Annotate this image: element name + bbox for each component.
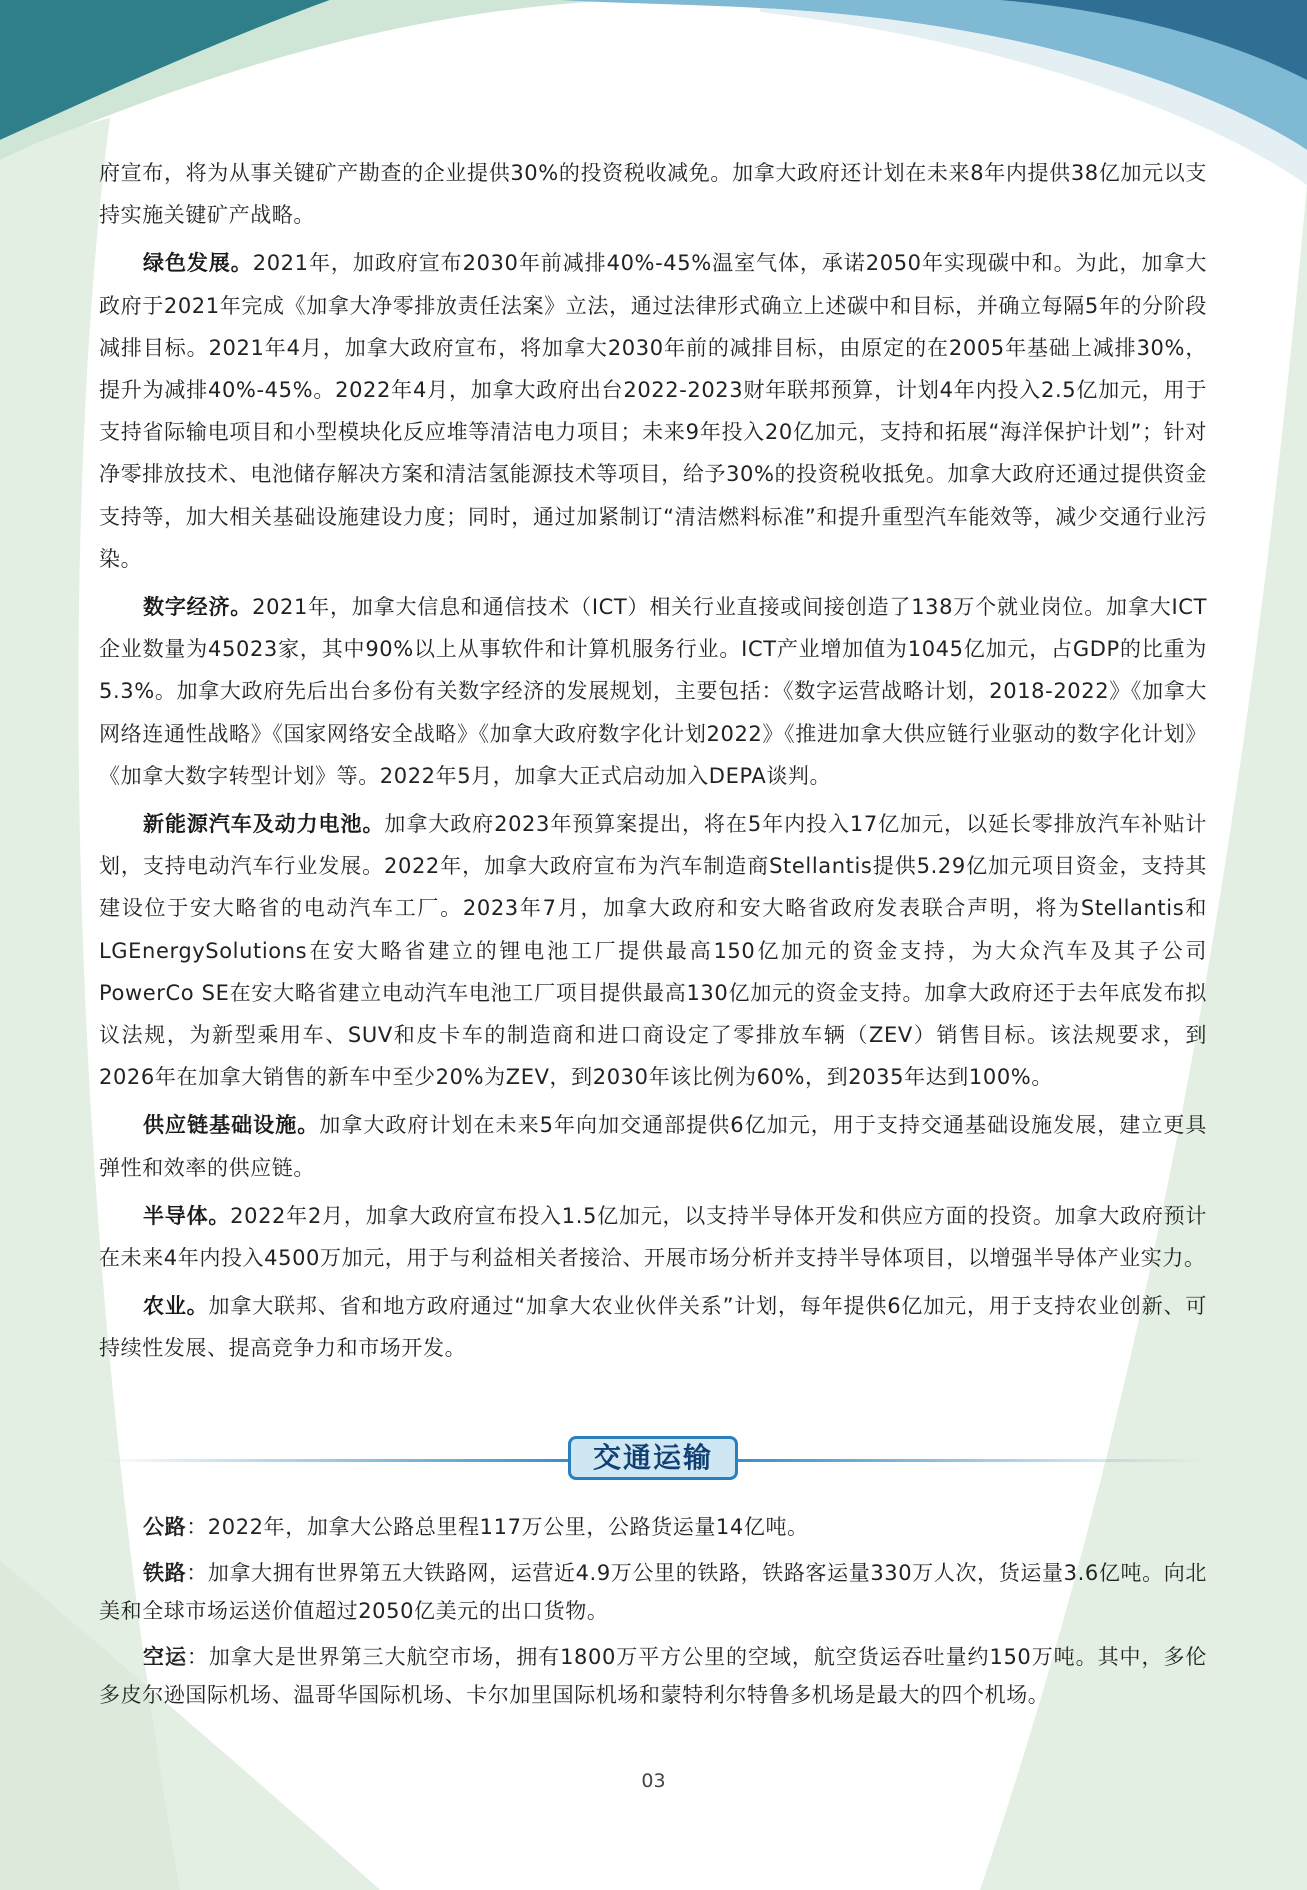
section-heading: 农业。 — [143, 1294, 209, 1319]
transport-item-heading: 铁路 — [143, 1561, 187, 1585]
section-agriculture — [99, 1285, 1207, 1369]
section-text: 2021年，加拿大信息和通信技术（ICT）相关行业直接或间接创造了138万个就业岗位。加拿大ICT企业数量为45023家，其中90%以上从事软件和计算机服务行业。ICT产业增加值为1045亿加元，占GDP的比重为5.3%。加拿大政府先后出台多份有关数字经济的发展规划，主要包括：《数字运营战略计划，2018-2022》《加拿大网络连通性战略》《国家网络安全战略》《加拿大政府数字化计划2022》《推进加拿大供应链行业驱动的数字化计划》《加拿大数字转型计划》等。2022年5月，加拿大正式启动加入DEPA谈判。 — [99, 595, 1208, 788]
transport-section-header — [99, 1436, 1207, 1484]
header-divider-left — [99, 1459, 569, 1462]
transport-item-air — [99, 1638, 1207, 1714]
transport-item-road — [99, 1508, 1207, 1546]
section-heading: 半导体。 — [143, 1203, 231, 1228]
section-new-energy-vehicles — [99, 803, 1207, 1098]
page-number: 03 — [641, 1770, 666, 1792]
section-green-development — [99, 242, 1207, 580]
section-text: 2021年，加政府宣布2030年前减排40%-45%温室气体，承诺2050年实现碳中和。为此，加拿大政府于2021年完成《加拿大净零排放责任法案》立法，通过法律形式确立上述碳中和目标，并确立每隔5年的分阶段减排目标。2021年4月，加拿大政府宣布，将加拿大2030年前的减排目标，由原定的在2005年基础上减排30%，提升为减排40%-45%。2022年4月，加拿大政府出台2022-2023财年联邦预算，计划4年内投入2.5亿加元，用于支持省际输电项目和小型模块化反应堆等清洁电力项目；未来9年投入20亿加元，支持和拓展“海洋保护计划”；针对净零排放技术、电池储存解决方案和清洁氢能源技术等项目，给予30%的投资税收抵免。加拿大政府还通过提供资金支持等，加大相关基础设施建设力度；同时，通过加紧制订“清洁燃料标准”和提升重型汽车能效等，减少交通行业污染。 — [99, 251, 1207, 571]
section-heading: 绿色发展。 — [143, 251, 253, 276]
section-heading: 新能源汽车及动力电池。 — [143, 812, 385, 837]
section-digital-economy — [99, 586, 1207, 797]
section-semiconductor — [99, 1195, 1207, 1279]
transport-item-text: ：2022年，加拿大公路总里程117万公里，公路货运量14亿吨。 — [186, 1515, 809, 1539]
intro-paragraph: 府宣布，将为从事关键矿产勘查的企业提供30%的投资税收减免。加拿大政府还计划在未来8年内提供38亿加元以支持实施关键矿产战略。 — [99, 161, 1207, 228]
transport-item-rail — [99, 1554, 1207, 1630]
section-heading: 数字经济。 — [143, 595, 253, 620]
section-text: 加拿大联邦、省和地方政府通过“加拿大农业伙伴关系”计划，每年提供6亿加元，用于支持农业创新、可持续性发展、提高竞争力和市场开发。 — [99, 1294, 1207, 1361]
section-heading: 供应链基础设施。 — [143, 1113, 320, 1138]
section-text: 加拿大政府2023年预算案提出，将在5年内投入17亿加元，以延长零排放汽车补贴计划，支持电动汽车行业发展。2022年，加拿大政府宣布为汽车制造商Stellantis提供5.29亿加元项目资金，支持其建设位于安大略省的电动汽车工厂。2023年7月，加拿大政府和安大略省政府发表联合声明，将为Stellantis和LGEnergySolutions在安大略省建立的锂电池工厂提供最高150亿加元的资金支持，为大众汽车及其子公司PowerCo SE在安大略省建立电动汽车电池工厂项目提供最高130亿加元的资金支持。加拿大政府还于去年底发布拟议法规，为新型乘用车、SUV和皮卡车的制造商和进口商设定了零排放车辆（ZEV）销售目标。该法规要求，到2026年在加拿大销售的新车中至少20%为ZEV，到2030年该比例为60%，到2035年达到100%。 — [99, 812, 1207, 1090]
header-divider-right — [737, 1459, 1207, 1462]
transport-content — [99, 1508, 1207, 1722]
transport-item-text: ：加拿大是世界第三大航空市场，拥有1800万平方公里的空域，航空货运吞吐量约150万吨。其中，多伦多皮尔逊国际机场、温哥华国际机场、卡尔加里国际机场和蒙特利尔特鲁多机场是最大的四个机场。 — [99, 1645, 1207, 1707]
transport-section-title: 交通运输 — [568, 1436, 738, 1480]
section-supply-chain — [99, 1104, 1207, 1188]
transport-item-heading: 空运 — [143, 1645, 187, 1669]
main-content — [99, 152, 1207, 1370]
transport-item-heading: 公路 — [143, 1515, 187, 1539]
section-text: 2022年2月，加拿大政府宣布投入1.5亿加元，以支持半导体开发和供应方面的投资。加拿大政府预计在未来4年内投入4500万加元，用于与利益相关者接洽、开展市场分析并支持半导体项目，以增强半导体产业实力。 — [99, 1203, 1207, 1271]
transport-item-text: ：加拿大拥有世界第五大铁路网，运营近4.9万公里的铁路，铁路客运量330万人次，货运量3.6亿吨。向北美和全球市场运送价值超过2050亿美元的出口货物。 — [99, 1561, 1207, 1623]
section-text: 加拿大政府计划在未来5年向加交通部提供6亿加元，用于支持交通基础设施发展，建立更具弹性和效率的供应链。 — [99, 1113, 1207, 1180]
